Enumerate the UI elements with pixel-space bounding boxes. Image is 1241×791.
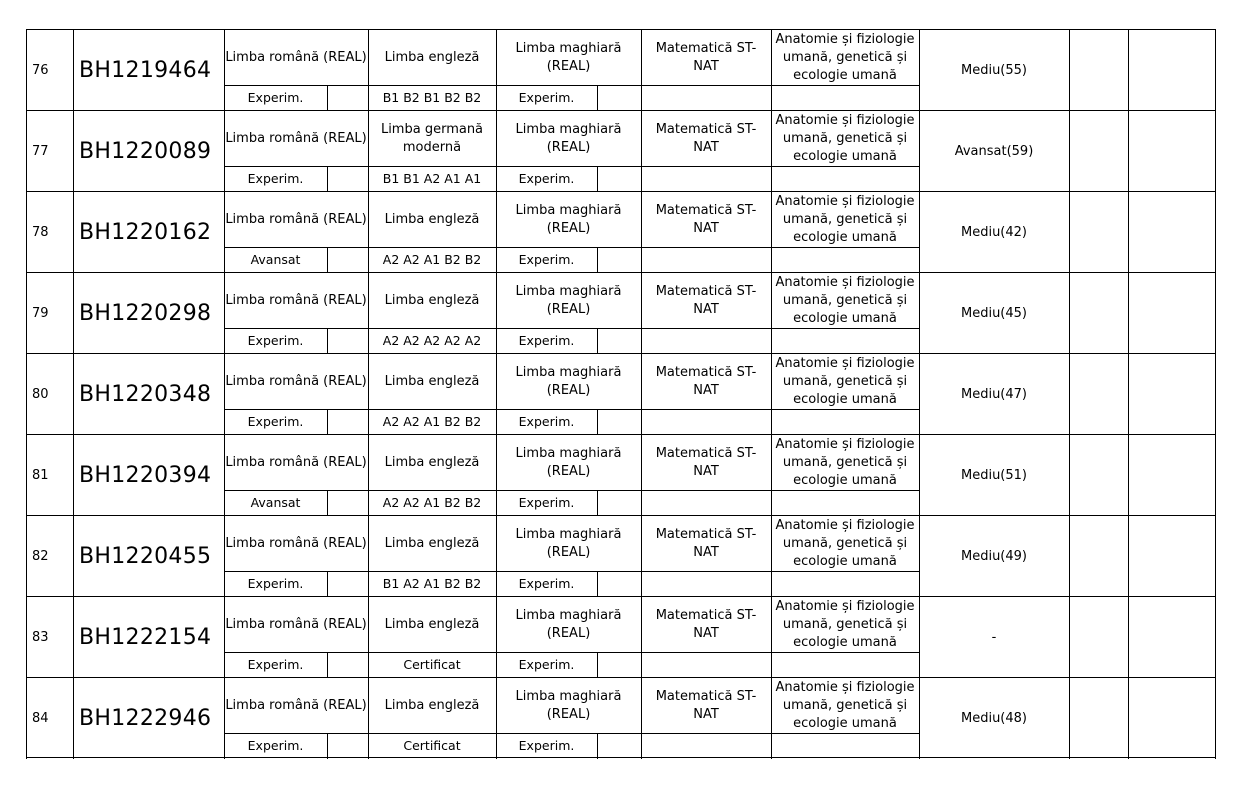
foreign-language-subject: Limba engleză — [384, 292, 480, 308]
romanian-level: Experim. — [247, 576, 304, 591]
math-subject: Matematică ST-NAT — [655, 445, 757, 479]
digital-competence-result: Mediu(48) — [960, 710, 1027, 726]
results-table — [26, 29, 1216, 758]
table-row — [26, 515, 1216, 596]
digital-competence-result: Mediu(42) — [960, 224, 1027, 240]
elective-subject: Anatomie și fiziologie umană, genetică și ecologie umană — [775, 31, 915, 83]
elective-subject: Anatomie și fiziologie umană, genetică și ecologie umană — [775, 679, 915, 731]
candidate-code: BH1220298 — [79, 300, 212, 326]
column-divider — [1069, 30, 1070, 111]
romanian-level: Experim. — [247, 657, 304, 672]
column-divider — [1128, 516, 1129, 597]
column-divider — [597, 652, 598, 678]
table-row — [26, 272, 1216, 353]
romanian-subject: Limba română (REAL) — [225, 616, 367, 632]
column-divider — [1128, 111, 1129, 192]
column-divider — [1215, 516, 1216, 597]
mother-tongue-level: Experim. — [518, 90, 575, 105]
column-divider — [1215, 192, 1216, 273]
candidate-code: BH1220089 — [79, 138, 212, 164]
math-subject: Matematică ST-NAT — [655, 526, 757, 560]
foreign-language-subject: Limba engleză — [384, 373, 480, 389]
column-divider — [327, 247, 328, 273]
math-subject: Matematică ST-NAT — [655, 364, 757, 398]
column-divider — [1215, 111, 1216, 192]
column-divider — [597, 85, 598, 111]
column-divider — [327, 328, 328, 354]
column-divider — [597, 328, 598, 354]
column-divider — [1069, 435, 1070, 516]
mother-tongue-level: Experim. — [518, 414, 575, 429]
row-number: 81 — [32, 467, 49, 483]
romanian-subject: Limba română (REAL) — [225, 454, 367, 470]
row-number: 77 — [32, 143, 49, 159]
candidate-code: BH1222154 — [79, 624, 212, 650]
row-number: 80 — [32, 386, 49, 402]
column-divider — [1215, 597, 1216, 678]
column-divider — [1128, 678, 1129, 759]
romanian-level: Experim. — [247, 414, 304, 429]
table-row — [26, 29, 1216, 110]
column-divider — [597, 733, 598, 759]
mother-tongue-subject: Limba maghiară (REAL) — [515, 202, 622, 236]
foreign-language-subject: Limba engleză — [384, 535, 480, 551]
candidate-code: BH1219464 — [79, 57, 212, 83]
column-divider — [597, 166, 598, 192]
elective-subject: Anatomie și fiziologie umană, genetică și ecologie umană — [775, 274, 915, 326]
digital-competence-result: Mediu(49) — [960, 548, 1027, 564]
foreign-language-subject: Limba engleză — [384, 454, 480, 470]
mother-tongue-subject: Limba maghiară (REAL) — [515, 607, 622, 641]
digital-competence-result: - — [991, 629, 997, 645]
romanian-level: Experim. — [247, 738, 304, 753]
mother-tongue-subject: Limba maghiară (REAL) — [515, 688, 622, 722]
foreign-language-subject: Limba engleză — [384, 697, 480, 713]
column-divider — [1128, 354, 1129, 435]
column-divider — [1215, 678, 1216, 759]
mother-tongue-subject: Limba maghiară (REAL) — [515, 364, 622, 398]
foreign-language-subject: Limba engleză — [384, 211, 480, 227]
elective-subject: Anatomie și fiziologie umană, genetică și ecologie umană — [775, 598, 915, 650]
column-divider — [597, 409, 598, 435]
mother-tongue-level: Experim. — [518, 657, 575, 672]
digital-competence-result: Mediu(45) — [960, 305, 1027, 321]
romanian-level: Experim. — [247, 171, 304, 186]
table-row — [26, 596, 1216, 677]
column-divider — [327, 733, 328, 759]
candidate-code: BH1220455 — [79, 543, 212, 569]
column-divider — [1215, 354, 1216, 435]
math-subject: Matematică ST-NAT — [655, 121, 757, 155]
mother-tongue-level: Experim. — [518, 495, 575, 510]
column-divider — [1069, 354, 1070, 435]
row-number: 84 — [32, 710, 49, 726]
column-divider — [1215, 273, 1216, 354]
column-divider — [1069, 678, 1070, 759]
foreign-language-levels: A2 A2 A1 B2 B2 — [382, 495, 482, 510]
romanian-subject: Limba română (REAL) — [225, 373, 367, 389]
row-number: 78 — [32, 224, 49, 240]
romanian-level: Experim. — [247, 90, 304, 105]
candidate-code: BH1220162 — [79, 219, 212, 245]
mother-tongue-subject: Limba maghiară (REAL) — [515, 445, 622, 479]
elective-subject: Anatomie și fiziologie umană, genetică și ecologie umană — [775, 355, 915, 407]
column-divider — [1069, 111, 1070, 192]
column-divider — [1069, 192, 1070, 273]
column-divider — [327, 490, 328, 516]
digital-competence-result: Mediu(51) — [960, 467, 1027, 483]
elective-subject: Anatomie și fiziologie umană, genetică și ecologie umană — [775, 436, 915, 488]
mother-tongue-level: Experim. — [518, 738, 575, 753]
foreign-language-levels: A2 A2 A1 B2 B2 — [382, 414, 482, 429]
column-divider — [1069, 597, 1070, 678]
elective-subject: Anatomie și fiziologie umană, genetică și ecologie umană — [775, 193, 915, 245]
column-divider — [597, 571, 598, 597]
candidate-code: BH1222946 — [79, 705, 212, 731]
table-row — [26, 191, 1216, 272]
column-divider — [327, 166, 328, 192]
candidate-code: BH1220348 — [79, 381, 212, 407]
mother-tongue-subject: Limba maghiară (REAL) — [515, 121, 622, 155]
foreign-language-subject: Limba germană modernă — [380, 121, 484, 155]
column-divider — [1128, 30, 1129, 111]
foreign-language-levels: A2 A2 A1 B2 B2 — [382, 252, 482, 267]
foreign-language-levels: Certificat — [403, 657, 461, 672]
column-divider — [1128, 273, 1129, 354]
foreign-language-levels: B1 A2 A1 B2 B2 — [382, 576, 482, 591]
foreign-language-levels: Certificat — [403, 738, 461, 753]
mother-tongue-subject: Limba maghiară (REAL) — [515, 283, 622, 317]
romanian-subject: Limba română (REAL) — [225, 697, 367, 713]
row-number: 79 — [32, 305, 49, 321]
column-divider — [1128, 435, 1129, 516]
digital-competence-result: Mediu(47) — [960, 386, 1027, 402]
column-divider — [327, 409, 328, 435]
foreign-language-levels: B1 B2 B1 B2 B2 — [382, 90, 482, 105]
column-divider — [1069, 273, 1070, 354]
row-number: 82 — [32, 548, 49, 564]
mother-tongue-subject: Limba maghiară (REAL) — [515, 40, 622, 74]
digital-competence-result: Mediu(55) — [960, 62, 1027, 78]
column-divider — [597, 247, 598, 273]
row-number: 76 — [32, 62, 49, 78]
romanian-subject: Limba română (REAL) — [225, 130, 367, 146]
math-subject: Matematică ST-NAT — [655, 607, 757, 641]
column-divider — [327, 652, 328, 678]
column-divider — [1128, 192, 1129, 273]
romanian-level: Experim. — [247, 333, 304, 348]
mother-tongue-level: Experim. — [518, 171, 575, 186]
column-divider — [327, 571, 328, 597]
column-divider — [1128, 597, 1129, 678]
mother-tongue-level: Experim. — [518, 252, 575, 267]
romanian-level: Avansat — [250, 495, 301, 510]
math-subject: Matematică ST-NAT — [655, 40, 757, 74]
candidate-code: BH1220394 — [79, 462, 212, 488]
elective-subject: Anatomie și fiziologie umană, genetică și ecologie umană — [775, 517, 915, 569]
table-row — [26, 434, 1216, 515]
math-subject: Matematică ST-NAT — [655, 283, 757, 317]
foreign-language-levels: A2 A2 A2 A2 A2 — [382, 333, 482, 348]
column-divider — [1069, 516, 1070, 597]
digital-competence-result: Avansat(59) — [954, 143, 1034, 159]
romanian-subject: Limba română (REAL) — [225, 292, 367, 308]
romanian-subject: Limba română (REAL) — [225, 49, 367, 65]
mother-tongue-subject: Limba maghiară (REAL) — [515, 526, 622, 560]
table-row — [26, 677, 1216, 758]
column-divider — [1215, 30, 1216, 111]
column-divider — [597, 490, 598, 516]
column-divider — [327, 85, 328, 111]
mother-tongue-level: Experim. — [518, 576, 575, 591]
math-subject: Matematică ST-NAT — [655, 202, 757, 236]
column-divider — [1215, 435, 1216, 516]
romanian-subject: Limba română (REAL) — [225, 535, 367, 551]
foreign-language-subject: Limba engleză — [384, 49, 480, 65]
romanian-level: Avansat — [250, 252, 301, 267]
table-row — [26, 110, 1216, 191]
romanian-subject: Limba română (REAL) — [225, 211, 367, 227]
foreign-language-subject: Limba engleză — [384, 616, 480, 632]
mother-tongue-level: Experim. — [518, 333, 575, 348]
table-row — [26, 353, 1216, 434]
elective-subject: Anatomie și fiziologie umană, genetică și ecologie umană — [775, 112, 915, 164]
foreign-language-levels: B1 B1 A2 A1 A1 — [382, 171, 482, 186]
math-subject: Matematică ST-NAT — [655, 688, 757, 722]
row-number: 83 — [32, 629, 49, 645]
